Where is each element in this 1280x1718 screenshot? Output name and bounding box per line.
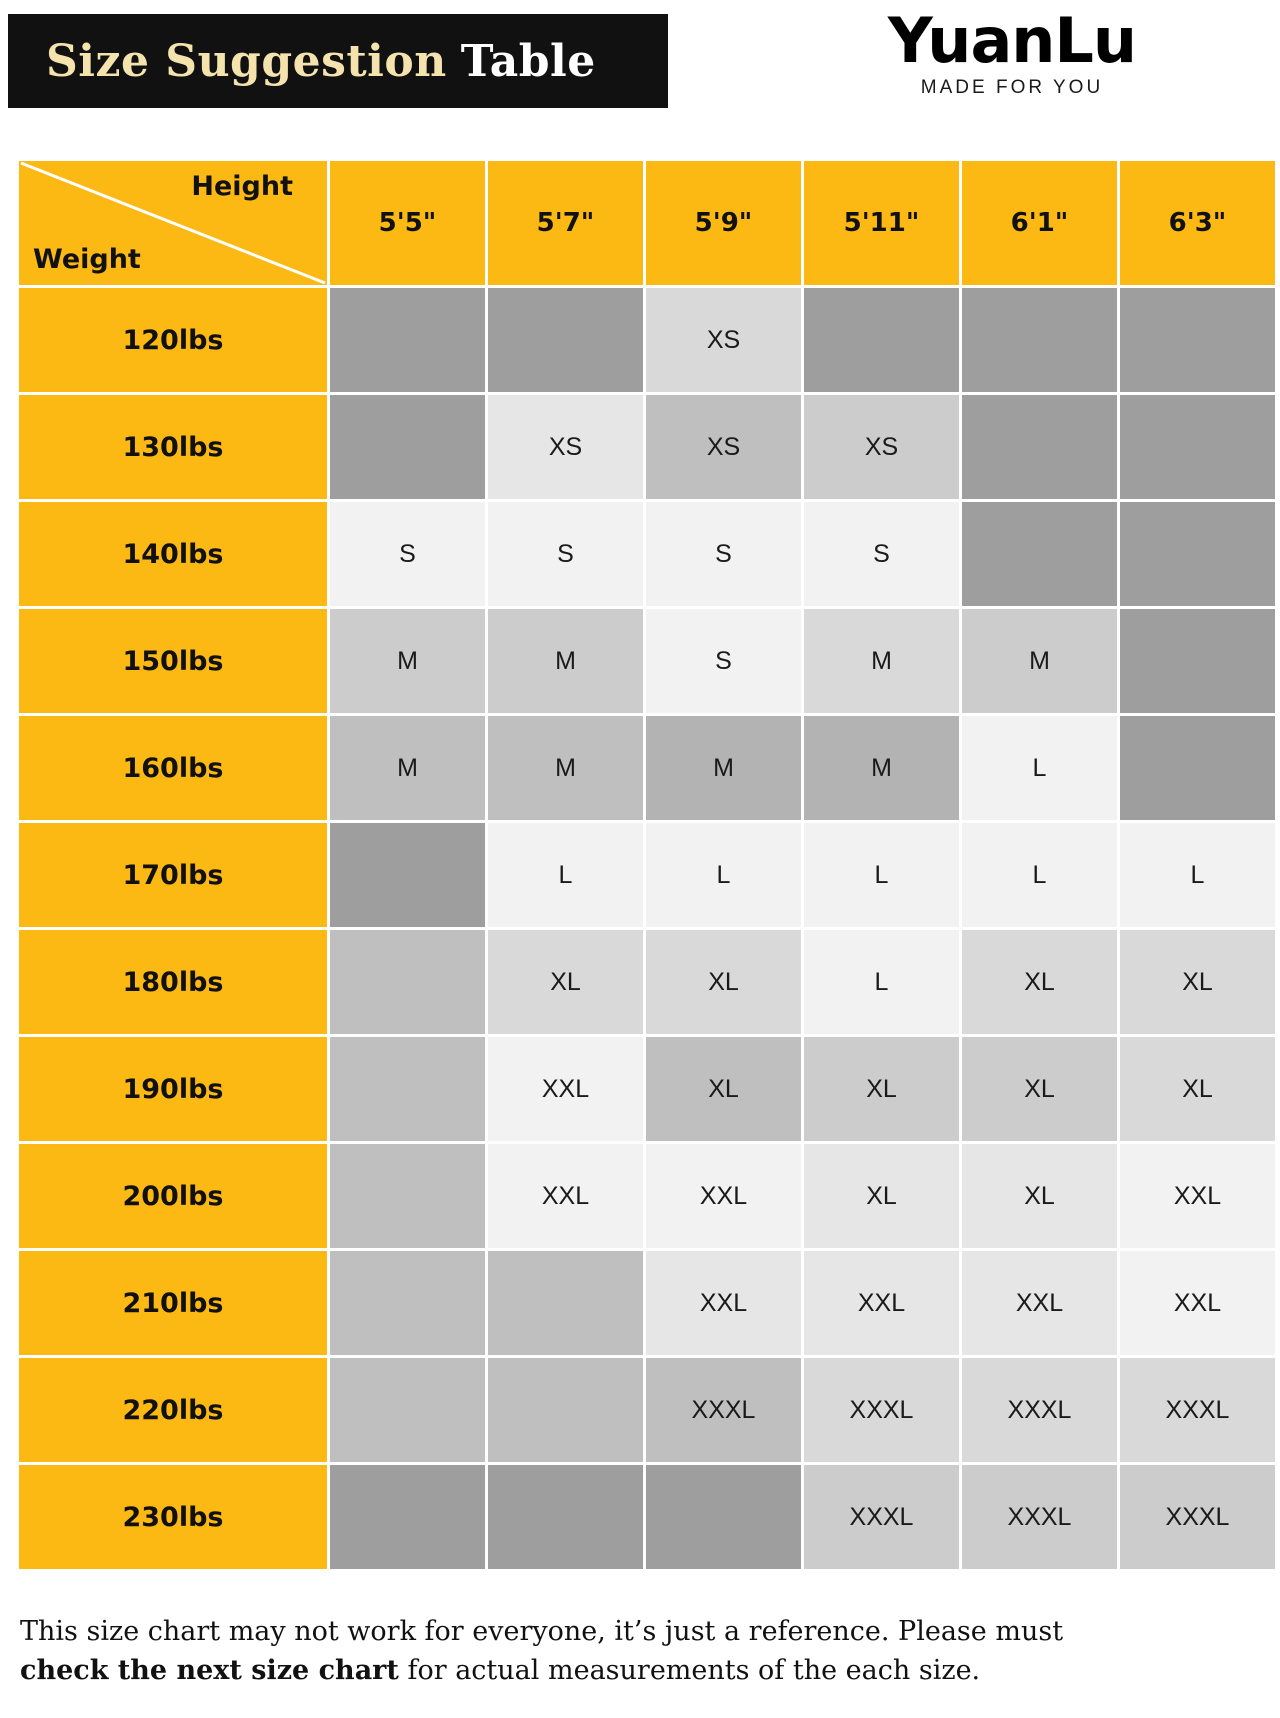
size-cell: M	[962, 609, 1117, 713]
size-cell	[488, 288, 643, 392]
size-cell	[488, 1358, 643, 1462]
table-header-row	[19, 161, 1275, 285]
axis-label-height: Height	[191, 171, 293, 202]
size-cell	[330, 1358, 485, 1462]
size-cell	[330, 1251, 485, 1355]
table-row	[19, 609, 1275, 713]
axis-label-weight: Weight	[33, 244, 141, 275]
size-cell: M	[330, 716, 485, 820]
size-cell: M	[646, 716, 801, 820]
size-cell: S	[804, 502, 959, 606]
size-cell: XXXL	[804, 1358, 959, 1462]
size-cell: L	[962, 823, 1117, 927]
size-cell: XS	[646, 395, 801, 499]
brand-block	[832, 4, 1192, 99]
size-cell	[962, 288, 1117, 392]
size-cell	[646, 1465, 801, 1569]
table-corner-cell	[19, 161, 327, 285]
row-header-weight: 140lbs	[19, 502, 327, 606]
size-cell	[488, 1251, 643, 1355]
footer-note	[20, 1612, 1268, 1690]
size-cell: XXL	[488, 1144, 643, 1248]
row-header-weight: 170lbs	[19, 823, 327, 927]
size-cell: M	[804, 716, 959, 820]
table-row	[19, 395, 1275, 499]
size-cell	[488, 1465, 643, 1569]
size-cell	[1120, 288, 1275, 392]
size-cell: XL	[962, 1144, 1117, 1248]
table-row	[19, 930, 1275, 1034]
size-cell: XXXL	[1120, 1465, 1275, 1569]
size-cell: XL	[646, 930, 801, 1034]
size-cell: XL	[962, 1037, 1117, 1141]
size-cell: XXL	[804, 1251, 959, 1355]
column-header-0: 5'5"	[330, 161, 485, 285]
row-header-weight: 130lbs	[19, 395, 327, 499]
size-cell: XL	[962, 930, 1117, 1034]
size-table-wrapper	[16, 158, 1264, 1572]
size-cell: XS	[646, 288, 801, 392]
table-row	[19, 1144, 1275, 1248]
size-cell: XXL	[962, 1251, 1117, 1355]
size-cell: XXL	[646, 1144, 801, 1248]
size-cell	[962, 502, 1117, 606]
footer-line-2-rest: for actual measurements of the each size.	[398, 1655, 981, 1687]
size-cell: M	[330, 609, 485, 713]
size-cell: L	[804, 930, 959, 1034]
row-header-weight: 180lbs	[19, 930, 327, 1034]
row-header-weight: 220lbs	[19, 1358, 327, 1462]
size-cell: M	[804, 609, 959, 713]
column-header-3: 5'11"	[804, 161, 959, 285]
footer-emphasis: check the next size chart	[20, 1655, 399, 1687]
size-cell: XS	[488, 395, 643, 499]
table-row	[19, 1037, 1275, 1141]
size-cell: L	[1120, 823, 1275, 927]
row-header-weight: 120lbs	[19, 288, 327, 392]
size-cell: XXXL	[646, 1358, 801, 1462]
page-header	[0, 0, 1280, 135]
size-cell: S	[330, 502, 485, 606]
page-title-accent: Size Suggestion	[46, 35, 447, 87]
table-row	[19, 502, 1275, 606]
column-header-2: 5'9"	[646, 161, 801, 285]
row-header-weight: 200lbs	[19, 1144, 327, 1248]
table-row	[19, 1251, 1275, 1355]
column-header-1: 5'7"	[488, 161, 643, 285]
size-cell: S	[488, 502, 643, 606]
size-cell: L	[488, 823, 643, 927]
size-cell: XL	[646, 1037, 801, 1141]
size-cell: M	[488, 716, 643, 820]
brand-tagline: MADE FOR YOU	[920, 77, 1104, 99]
size-cell: XXXL	[804, 1465, 959, 1569]
brand-name: YuanLu	[887, 4, 1137, 77]
size-cell: XS	[804, 395, 959, 499]
size-cell	[330, 288, 485, 392]
title-banner	[8, 14, 668, 108]
table-row	[19, 823, 1275, 927]
size-cell	[1120, 609, 1275, 713]
size-cell: S	[646, 502, 801, 606]
size-cell: XXXL	[1120, 1358, 1275, 1462]
size-cell: XL	[1120, 1037, 1275, 1141]
size-cell: XL	[1120, 930, 1275, 1034]
size-cell: L	[962, 716, 1117, 820]
row-header-weight: 210lbs	[19, 1251, 327, 1355]
table-row	[19, 1465, 1275, 1569]
row-header-weight: 160lbs	[19, 716, 327, 820]
size-cell	[1120, 395, 1275, 499]
size-cell: XL	[804, 1144, 959, 1248]
footer-line-1: This size chart may not work for everyone, it’s just a reference. Please must	[20, 1616, 1064, 1647]
table-row	[19, 1358, 1275, 1462]
row-header-weight: 230lbs	[19, 1465, 327, 1569]
size-cell: XXL	[1120, 1144, 1275, 1248]
row-header-weight: 190lbs	[19, 1037, 327, 1141]
table-row	[19, 716, 1275, 820]
size-cell: XXXL	[962, 1465, 1117, 1569]
column-header-5: 6'3"	[1120, 161, 1275, 285]
size-cell	[330, 1037, 485, 1141]
size-cell	[330, 1465, 485, 1569]
size-cell: XXXL	[962, 1358, 1117, 1462]
size-cell: XL	[804, 1037, 959, 1141]
size-cell	[330, 823, 485, 927]
size-cell	[1120, 716, 1275, 820]
size-cell: S	[646, 609, 801, 713]
size-cell: XL	[488, 930, 643, 1034]
size-cell	[1120, 502, 1275, 606]
size-cell: XXL	[1120, 1251, 1275, 1355]
size-cell: L	[804, 823, 959, 927]
size-cell: XXL	[488, 1037, 643, 1141]
size-cell	[962, 395, 1117, 499]
row-header-weight: 150lbs	[19, 609, 327, 713]
size-cell	[804, 288, 959, 392]
size-suggestion-table	[16, 158, 1278, 1572]
size-cell: M	[488, 609, 643, 713]
size-cell	[330, 930, 485, 1034]
size-cell: XXL	[646, 1251, 801, 1355]
column-header-4: 6'1"	[962, 161, 1117, 285]
size-cell	[330, 395, 485, 499]
table-row	[19, 288, 1275, 392]
footer-line-2	[20, 1651, 1268, 1690]
size-cell: L	[646, 823, 801, 927]
page-title-main: Table	[460, 35, 596, 87]
size-cell	[330, 1144, 485, 1248]
